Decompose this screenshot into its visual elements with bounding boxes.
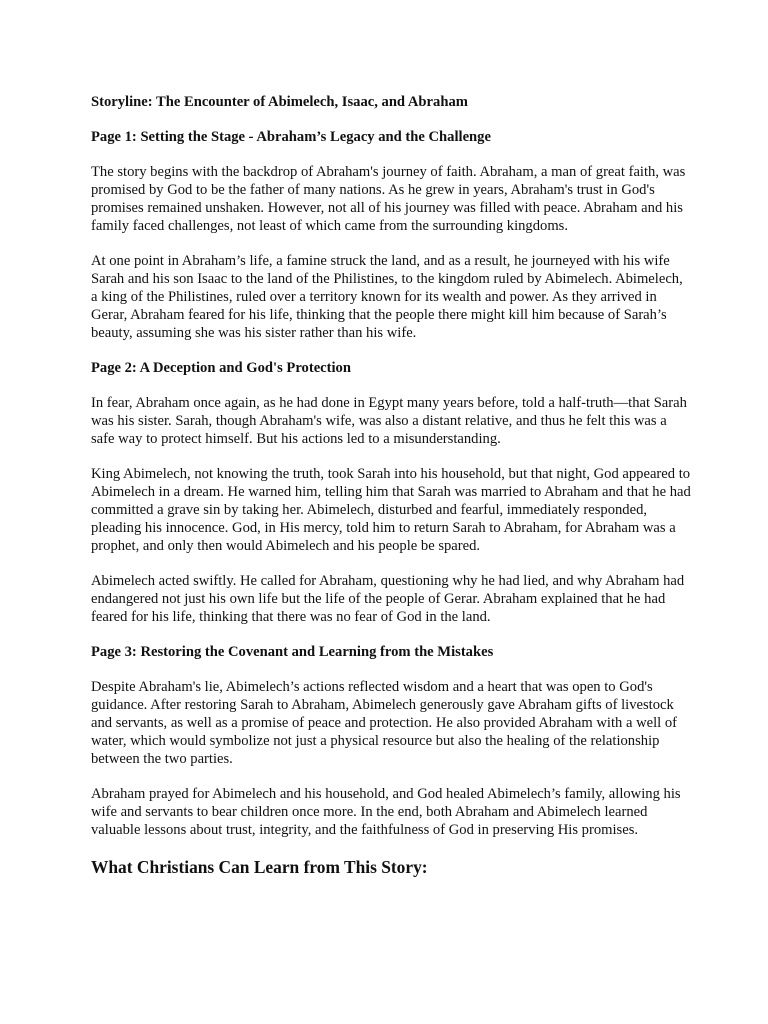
paragraph: In fear, Abraham once again, as he had done in Egypt many years before, told a half-truth—that Sarah was his sister. Sarah, though Abraham's wife, was also a distant relative, and thus he felt this was a safe way to protect himself. But his actions led to a misunderstanding. — [91, 395, 687, 447]
paragraph: Abraham prayed for Abimelech and his household, and God healed Abimelech’s family, allowing his wife and servants to bear children once more. In the end, both Abraham and Abimelech learned valuable lessons about trust, integrity, and the faithfulness of God in preserving His promises. — [91, 786, 681, 838]
paragraph: Despite Abraham's lie, Abimelech’s actions reflected wisdom and a heart that was open to God's guidance. After restoring Sarah to Abraham, Abimelech generously gave Abraham gifts of livestock and servants, as well as a promise of peace and protection. He also provided Abraham with a well of water, which would symbolize not just a physical resource but also the healing of the relationship between the two parties. — [91, 679, 677, 767]
section-page-1 — [91, 128, 691, 342]
paragraph: Abimelech acted swiftly. He called for Abraham, questioning why he had lied, and why Abraham had endangered not just his own life but the life of the people of Gerar. Abraham explained that he had feared for his life, thinking that there was no fear of God in the land. — [91, 573, 685, 625]
paragraph: King Abimelech, not knowing the truth, took Sarah into his household, but that night, God appeared to Abimelech in a dream. He warned him, telling him that Sarah was married to Abraham and that he had committed a grave sin by taking her. Abimelech, disturbed and fearful, immediately responded, pleading his innocence. God, in His mercy, told him to return Sarah to Abraham, for Abraham was a prophet, and only then would Abimelech and his people be spared. — [91, 466, 691, 554]
paragraph: The story begins with the backdrop of Abraham's journey of faith. Abraham, a man of great faith, was promised by God to be the father of many nations. As he grew in years, Abraham's trust in God's promises remained unshaken. However, not all of his journey was filled with peace. Abraham and his family faced challenges, not least of which came from the surrounding kingdoms. — [91, 164, 686, 234]
document-page — [91, 93, 691, 878]
section-heading-page-2: Page 2: A Deception and God's Protection — [91, 360, 351, 376]
closing-heading: What Christians Can Learn from This Story: — [91, 857, 428, 877]
section-page-3 — [91, 643, 691, 839]
section-page-2 — [91, 359, 691, 626]
section-heading-page-1: Page 1: Setting the Stage - Abraham’s Legacy and the Challenge — [91, 129, 491, 145]
section-heading-page-3: Page 3: Restoring the Covenant and Learning from the Mistakes — [91, 644, 494, 660]
document-title: Storyline: The Encounter of Abimelech, Isaac, and Abraham — [91, 94, 468, 110]
paragraph: At one point in Abraham’s life, a famine struck the land, and as a result, he journeyed with his wife Sarah and his son Isaac to the land of the Philistines, to the kingdom ruled by Abimelech. Abimelech, a king of the Philistines, ruled over a territory known for its wealth and power. As they arrived in Gerar, Abraham feared for his life, thinking that the people there might kill him because of Sarah’s beauty, assuming she was his sister rather than his wife. — [91, 253, 683, 341]
